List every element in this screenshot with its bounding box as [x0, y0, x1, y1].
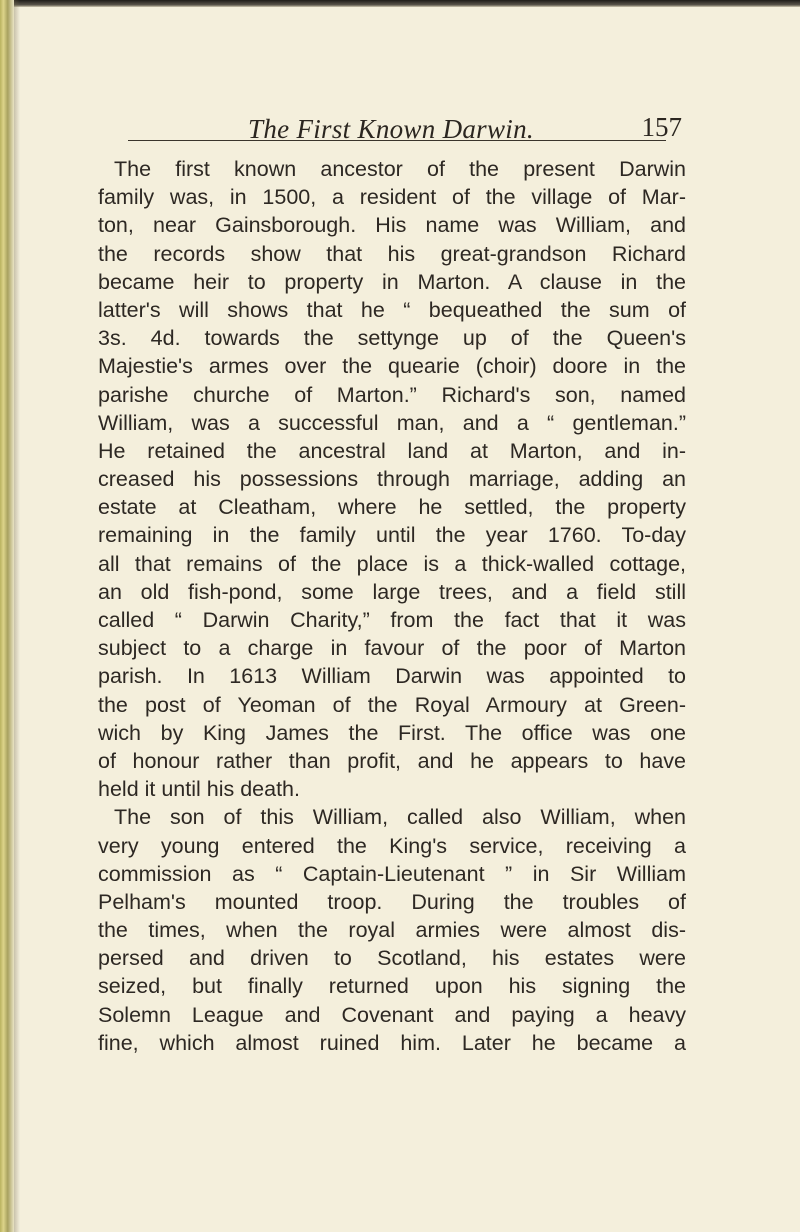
text-line: estate at Cleatham, where he settled, the property — [98, 495, 686, 520]
text-line: fine, which almost ruined him. Later he became a — [98, 1030, 686, 1055]
text-line: The son of this William, called also William, when — [114, 805, 686, 830]
text-line: wich by King James the First. The office was one — [98, 720, 686, 745]
text-line: the times, when the royal armies were almost dis- — [98, 918, 686, 943]
text-line: Solemn League and Covenant and paying a heavy — [98, 1002, 686, 1027]
text-line: He retained the ancestral land at Marton, and in- — [98, 438, 686, 463]
running-title: The First Known Darwin. — [248, 114, 534, 144]
text-line: parish. In 1613 William Darwin was appointed to — [98, 664, 686, 689]
text-line: family was, in 1500, a resident of the village of Mar- — [98, 185, 686, 210]
text-line: the post of Yeoman of the Royal Armoury at Green- — [98, 692, 686, 717]
text-line: called “ Darwin Charity,” from the fact that it was — [98, 608, 686, 632]
paragraph — [98, 155, 686, 803]
text-line: 3s. 4d. towards the settynge up of the Queen's — [98, 326, 686, 351]
book-binding-edge — [0, 0, 14, 1232]
text-line: subject to a charge in favour of the poor of Marton — [98, 636, 686, 661]
text-line: ton, near Gainsborough. His name was William, and — [98, 213, 686, 238]
binding-shadow — [14, 0, 20, 1232]
text-line: Majestie's armes over the quearie (choir) doore in the — [98, 354, 686, 379]
text-line: an old fish-pond, some large trees, and a field still — [98, 579, 686, 604]
text-line: William, was a successful man, and a “ gentleman.” — [98, 410, 686, 435]
text-line: commission as “ Captain-Lieutenant ” in Sir William — [98, 861, 686, 886]
text-line: persed and driven to Scotland, his estates were — [98, 946, 686, 971]
text-line: held it until his death. — [98, 777, 300, 802]
running-head — [128, 96, 682, 144]
text-line: seized, but finally returned upon his signing the — [98, 974, 686, 999]
text-line: parishe churche of Marton.” Richard's son, named — [98, 382, 686, 407]
text-line: remaining in the family until the year 1760. To-day — [98, 523, 686, 548]
body-text — [98, 155, 686, 1057]
text-line: The first known ancestor of the present Darwin — [114, 157, 686, 181]
text-line: very young entered the King's service, receiving a — [98, 833, 686, 858]
book-page — [98, 96, 686, 1057]
text-line: of honour rather than profit, and he appears to have — [98, 748, 686, 773]
text-line: became heir to property in Marton. A clause in the — [98, 269, 686, 294]
text-line: creased his possessions through marriage, adding an — [98, 467, 686, 492]
text-line: latter's will shows that he “ bequeathed the sum of — [98, 297, 686, 322]
page-number: 157 — [641, 112, 682, 142]
text-line: all that remains of the place is a thick-walled cottage, — [98, 551, 686, 576]
text-line: the records show that his great-grandson Richard — [98, 241, 686, 266]
page-top-edge — [0, 0, 800, 7]
paragraph — [98, 803, 686, 1057]
text-line: Pelham's mounted troop. During the troubles of — [98, 889, 686, 914]
